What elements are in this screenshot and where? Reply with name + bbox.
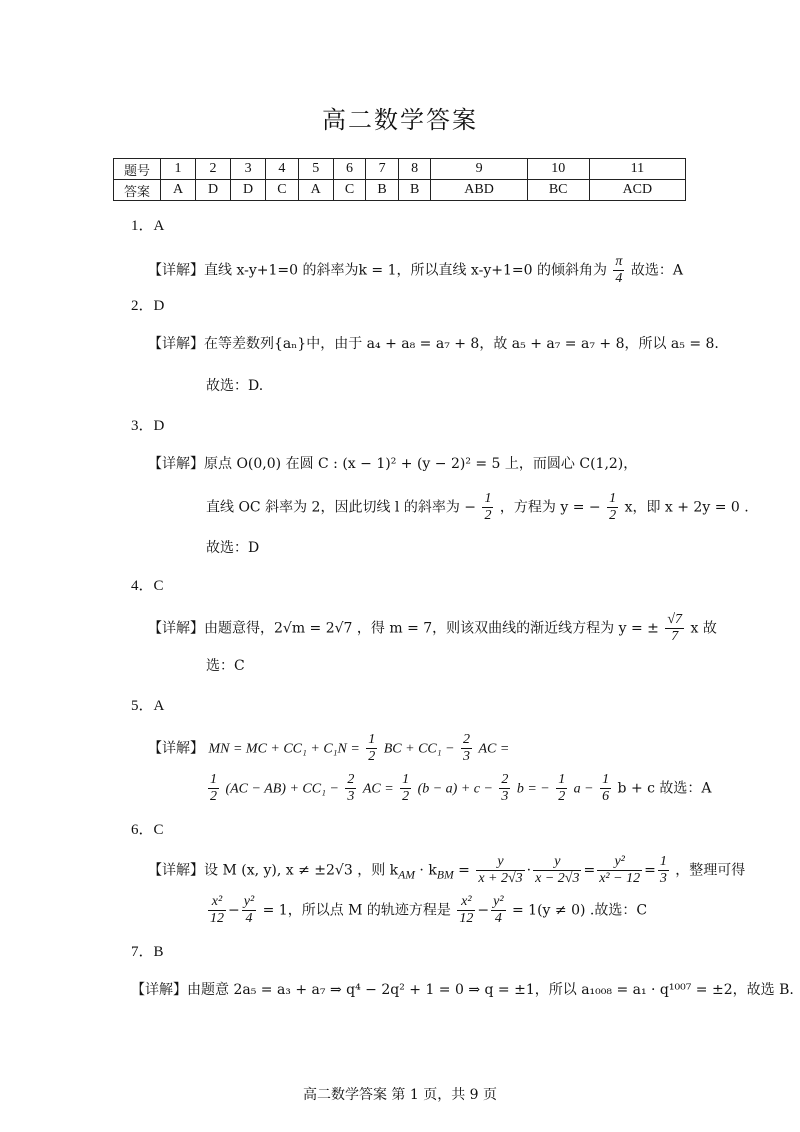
question-4-solution [148,612,717,645]
question-2-conclusion: 故选：D. [206,378,264,394]
denominator: 2 [484,508,492,523]
denominator: 4 [245,911,253,926]
denominator: 3 [659,871,667,886]
solution-text: 【详解】由题意得，2√m = 2√7 ，得 m = 7，则该双曲线的渐近线方程为 y = ± [148,620,659,637]
solution-text: ，整理可得 [675,862,746,879]
question-5-heading: 5．A [131,698,165,714]
subscript: AM [398,868,415,882]
fraction-root7-over-7 [665,612,684,645]
fraction-one-half [400,772,411,805]
question-1-heading: 1．A [131,218,165,234]
numerator: 1 [368,732,376,747]
solution-text: · k [414,862,437,879]
vector-expression: b = − [516,781,550,797]
denominator: 6 [602,789,610,804]
numerator: y² [597,854,642,871]
denominator: 7 [671,629,679,644]
question-7-solution: 【详解】由题意 2a₅ = a₃ + a₇ ⇒ q⁴ − 2q² + 1 = 0 ⇒ q = ±1，所以 a₁₀₀₈ = a₁ · q¹⁰⁰⁷ = ±2，故选 B. [131,982,794,998]
vector-expression: BC + CC₁ − [383,741,455,757]
table-cell: 3 [231,159,266,180]
solution-text: ，方程为 y = − [499,499,601,516]
fraction [597,854,642,887]
numerator: 1 [484,491,492,506]
denominator: 12 [210,911,224,926]
fraction [533,854,581,887]
solution-text: 【详解】 [148,740,204,757]
table-cell: 6 [333,159,366,180]
numerator: x² [208,894,226,911]
question-3-solution-line1: 【详解】原点 O(0,0) 在圆 C : (x − 1)² + (y − 2)² = 5 上，而圆心 C(1,2)， [148,456,638,472]
denominator: 2 [402,789,410,804]
question-3-conclusion: 故选：D [206,540,260,556]
fraction-two-thirds [345,772,356,805]
denominator: 4 [494,911,502,926]
page-title: 高二数学答案 [322,106,478,134]
solution-text: 直线 OC 斜率为 2，因此切线 l 的斜率为 − [206,499,477,516]
question-2-heading: 2．D [131,298,165,314]
table-cell: 9 [431,159,527,180]
denominator: 2 [210,789,217,804]
fraction [491,894,505,927]
numerator: 2 [347,772,355,787]
subscript: BM [436,868,454,882]
numerator: 2 [501,772,509,787]
numerator: √7 [667,612,683,627]
table-cell: A [298,180,333,201]
vector-expression: (AC − AB) + CC₁ − [225,781,339,797]
question-6-solution-line2: $\frac{\text{x²}}{12}$ − $\frac{\text{y²}}{4}$ = 1，所以点 M 的轨迹方程是 $\frac{\text{x²}}{12}$ − $\frac{\text{y²}}{4}$ = 1(y ≠ 0) .故选：C [210,894,648,926]
fraction [208,894,226,927]
solution-text: 【详解】直线 x-y+1=0 的斜率为k = 1，所以直线 x-y+1=0 的倾斜角为 [148,262,607,279]
denominator: 3 [463,749,471,764]
fraction [242,894,256,927]
question-3-heading: 3．D [131,418,165,434]
numerator: 1 [609,491,617,506]
table-cell: 8 [398,159,431,180]
numerator: y [533,854,581,871]
table-row-answers [114,180,686,201]
numerator: y² [243,894,255,909]
table-cell: 5 [298,159,333,180]
fraction-one-sixth [600,772,611,805]
table-cell: D [231,180,266,201]
fraction [457,894,475,927]
vector-expression: (b − a) + c − [417,781,493,797]
table-cell: ACD [589,180,685,201]
vector-expression: MN = MC + CC₁ + C₁N = [208,741,360,757]
numerator: 2 [463,732,471,747]
vector-expression: AC = [362,781,394,797]
table-cell: ABD [431,180,527,201]
table-cell: 答案 [114,180,161,201]
question-6-solution-line1: 【详解】设 M (x, y), x ≠ ±2√3 ，则 $k_{AM} \cdot k_{BM}$ = $\frac{y}{x + 2√3}$ · $\frac{y}{x - 2√3}$ = $\frac{\text{y²}}{\text{x² − 12}}$ = $\frac{1}{3}$ ，整理可得 [148,854,746,886]
fraction-one-half [556,772,567,805]
table-cell: B [366,180,399,201]
question-1-solution [148,254,683,287]
denominator: x² − 12 [599,871,641,886]
vector-expression: a − [573,781,594,797]
solution-text: 故选：A [630,262,683,279]
question-7-heading: 7．B [131,944,164,960]
page-footer: 高二数学答案 第 1 页，共 9 页 [302,1087,498,1103]
table-cell: 2 [196,159,231,180]
table-cell: 7 [366,159,399,180]
numerator: π [615,254,623,269]
fraction-one-half [482,491,493,524]
fraction-one-half [208,772,219,805]
table-cell: 11 [589,159,685,180]
numerator: x² [457,894,475,911]
question-4-heading: 4．C [131,578,164,594]
solution-text: b + c 故选：A [617,780,712,797]
question-4-conclusion: 选：C [206,658,245,674]
fraction [476,854,524,887]
denominator: 12 [459,911,474,926]
denominator: 4 [615,271,623,286]
denominator: 3 [347,789,355,804]
question-6-heading: 6．C [131,822,164,838]
denominator: x + 2√3 [478,871,523,886]
table-cell: 4 [266,159,299,180]
denominator: x − 2√3 [535,871,580,886]
fraction-two-thirds [499,772,510,805]
fraction-one-half [366,732,377,765]
fraction-pi-over-4 [613,254,624,287]
solution-text: = [453,862,470,879]
question-3-solution-line2 [206,491,749,524]
numerator: 1 [558,772,566,787]
fraction [658,854,669,887]
solution-text: = 1，所以点 M 的轨迹方程是 [262,902,451,919]
numerator: 1 [402,772,410,787]
denominator: 2 [368,749,376,764]
numerator: 1 [659,854,667,869]
table-cell: C [266,180,299,201]
question-5-solution-line2 [206,772,712,805]
table-cell: D [196,180,231,201]
numerator: 1 [210,772,217,787]
denominator: 2 [609,508,617,523]
solution-text: = 1(y ≠ 0) .故选：C [512,902,648,919]
vector-expression: AC = [478,741,510,757]
denominator: 3 [501,789,509,804]
table-cell: BC [527,180,589,201]
answer-table [113,158,686,201]
fraction-two-thirds [461,732,472,765]
fraction-one-half [607,491,618,524]
solution-text: 【详解】设 M (x, y), x ≠ ±2√3 ，则 k [148,862,399,879]
table-cell: B [398,180,431,201]
denominator: 2 [558,789,566,804]
table-row-numbers [114,159,686,180]
numerator: y [476,854,524,871]
question-5-solution-line1 [148,732,509,765]
table-cell: 1 [161,159,196,180]
solution-text: x，即 x + 2y = 0 . [624,499,749,516]
table-cell: 10 [527,159,589,180]
table-cell: C [333,180,366,201]
numerator: y² [493,894,504,909]
numerator: 1 [602,772,610,787]
table-cell: A [161,180,196,201]
solution-text: x 故 [690,620,717,637]
question-2-solution: 【详解】在等差数列{aₙ}中，由于 a₄ + a₈ = a₇ + 8，故 a₅ + a₇ = a₇ + 8，所以 a₅ = 8. [148,336,719,352]
table-cell: 题号 [114,159,161,180]
